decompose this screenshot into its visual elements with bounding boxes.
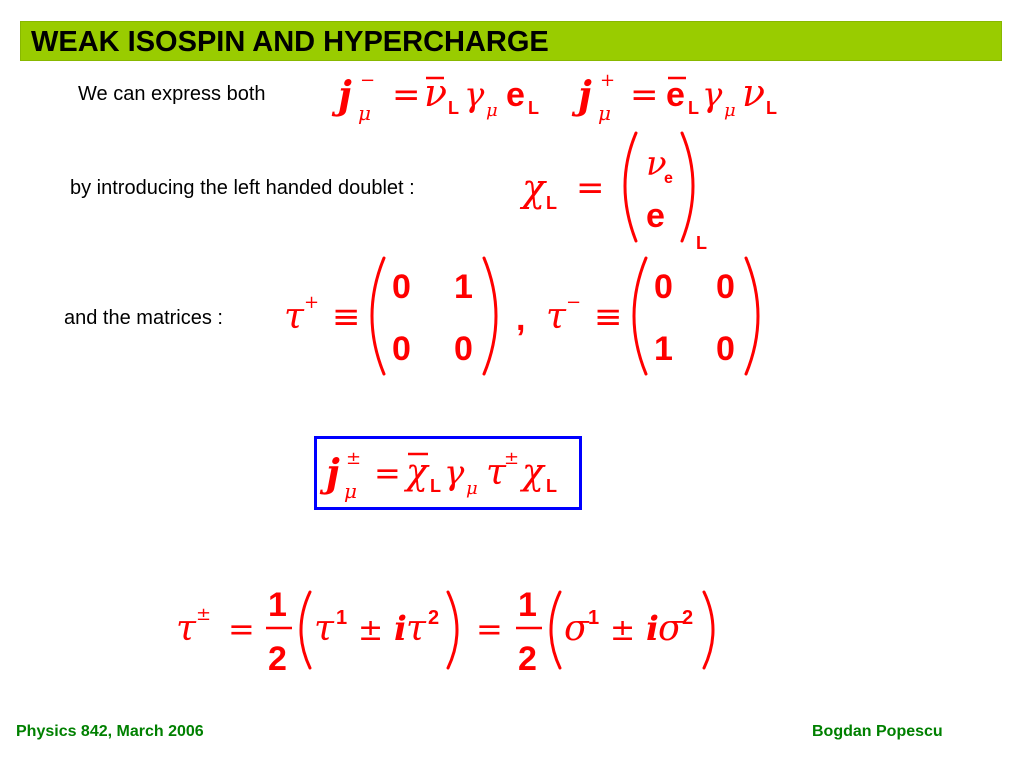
svg-text:L: L xyxy=(766,98,777,118)
svg-text:1: 1 xyxy=(518,586,537,624)
svg-text:χ: χ xyxy=(522,166,546,210)
svg-text:2: 2 xyxy=(518,640,537,678)
svg-text:=: = xyxy=(228,610,255,648)
svg-text:τ: τ xyxy=(284,296,304,337)
footer-author: Bogdan Popescu xyxy=(812,723,943,740)
svg-text:±: ± xyxy=(504,448,520,469)
svg-text:L: L xyxy=(546,476,557,496)
svg-text:τ: τ xyxy=(406,608,426,649)
svg-text:=: = xyxy=(392,75,421,115)
svg-text:−: − xyxy=(566,292,582,313)
svg-text:τ: τ xyxy=(176,608,196,649)
svg-text:τ: τ xyxy=(486,452,506,493)
svg-text:χ: χ xyxy=(406,452,428,493)
svg-text:e: e xyxy=(664,170,673,187)
svg-text:σ: σ xyxy=(564,608,589,649)
svg-text:μ: μ xyxy=(344,479,357,503)
svg-text:1: 1 xyxy=(454,268,473,306)
doublet-equation xyxy=(518,125,728,255)
svg-text:=: = xyxy=(630,75,659,115)
svg-text:j: j xyxy=(338,72,352,117)
footer-course: Physics 842, March 2006 xyxy=(16,723,204,740)
svg-text:±: ± xyxy=(610,613,636,648)
boxed-current-equation xyxy=(314,436,582,510)
svg-text:j: j xyxy=(326,450,340,495)
svg-text:≡: ≡ xyxy=(594,297,623,337)
slide-title: WEAK ISOSPIN AND HYPERCHARGE xyxy=(31,26,549,58)
svg-text:L: L xyxy=(546,193,557,213)
svg-text:0: 0 xyxy=(716,268,735,306)
svg-text:1: 1 xyxy=(654,330,673,368)
svg-text:σ: σ xyxy=(658,608,683,649)
svg-text:0: 0 xyxy=(454,330,473,368)
svg-text:γ: γ xyxy=(464,75,485,115)
svg-text:0: 0 xyxy=(392,268,411,306)
svg-text:+: + xyxy=(304,292,320,313)
svg-text:τ: τ xyxy=(314,608,334,649)
svg-text:0: 0 xyxy=(654,268,673,306)
svg-text:τ: τ xyxy=(546,296,566,337)
svg-text:μ: μ xyxy=(358,101,371,125)
svg-text:L: L xyxy=(430,476,441,496)
matrices-text: and the matrices : xyxy=(64,307,223,329)
svg-text:1: 1 xyxy=(336,607,348,629)
svg-text:L: L xyxy=(448,98,459,118)
svg-text:i: i xyxy=(394,609,407,649)
svg-text:2: 2 xyxy=(268,640,287,678)
svg-text:L: L xyxy=(528,98,539,118)
svg-text:2: 2 xyxy=(682,607,694,629)
svg-text:0: 0 xyxy=(716,330,735,368)
svg-text:μ: μ xyxy=(724,100,736,121)
svg-text:ν: ν xyxy=(424,71,448,115)
svg-text:e: e xyxy=(666,76,685,114)
svg-text:e: e xyxy=(646,197,665,235)
svg-text:ν: ν xyxy=(742,71,766,115)
svg-text:=: = xyxy=(476,610,503,648)
svg-text:,: , xyxy=(516,300,526,338)
svg-text:L: L xyxy=(688,98,699,118)
svg-text:1: 1 xyxy=(588,607,600,629)
svg-text:=: = xyxy=(374,454,401,492)
current-equations xyxy=(330,62,800,132)
svg-text:±: ± xyxy=(358,613,384,648)
svg-text:1: 1 xyxy=(268,586,287,624)
title-bar xyxy=(20,21,1002,61)
svg-text:0: 0 xyxy=(392,330,411,368)
svg-text:2: 2 xyxy=(428,607,440,629)
svg-text:γ: γ xyxy=(702,75,723,115)
tau-matrices xyxy=(280,250,780,385)
svg-text:±: ± xyxy=(196,604,212,625)
svg-text:≡: ≡ xyxy=(332,297,361,337)
svg-text:μ: μ xyxy=(466,478,478,499)
svg-text:μ: μ xyxy=(598,101,611,125)
svg-text:γ: γ xyxy=(444,453,465,493)
express-text: We can express both xyxy=(78,83,266,105)
svg-text:ν: ν xyxy=(646,144,667,184)
doublet-text: by introducing the left handed doublet : xyxy=(70,177,415,199)
svg-text:j: j xyxy=(578,72,592,117)
svg-text:χ: χ xyxy=(522,452,544,493)
svg-text:i: i xyxy=(646,609,659,649)
svg-text:e: e xyxy=(506,76,525,114)
svg-text:μ: μ xyxy=(486,100,498,121)
svg-text:−: − xyxy=(360,70,376,91)
svg-text:+: + xyxy=(600,70,616,91)
svg-text:±: ± xyxy=(346,448,362,469)
svg-text:=: = xyxy=(576,168,605,208)
svg-text:L: L xyxy=(696,233,707,253)
tau-relation-equation xyxy=(172,578,752,678)
